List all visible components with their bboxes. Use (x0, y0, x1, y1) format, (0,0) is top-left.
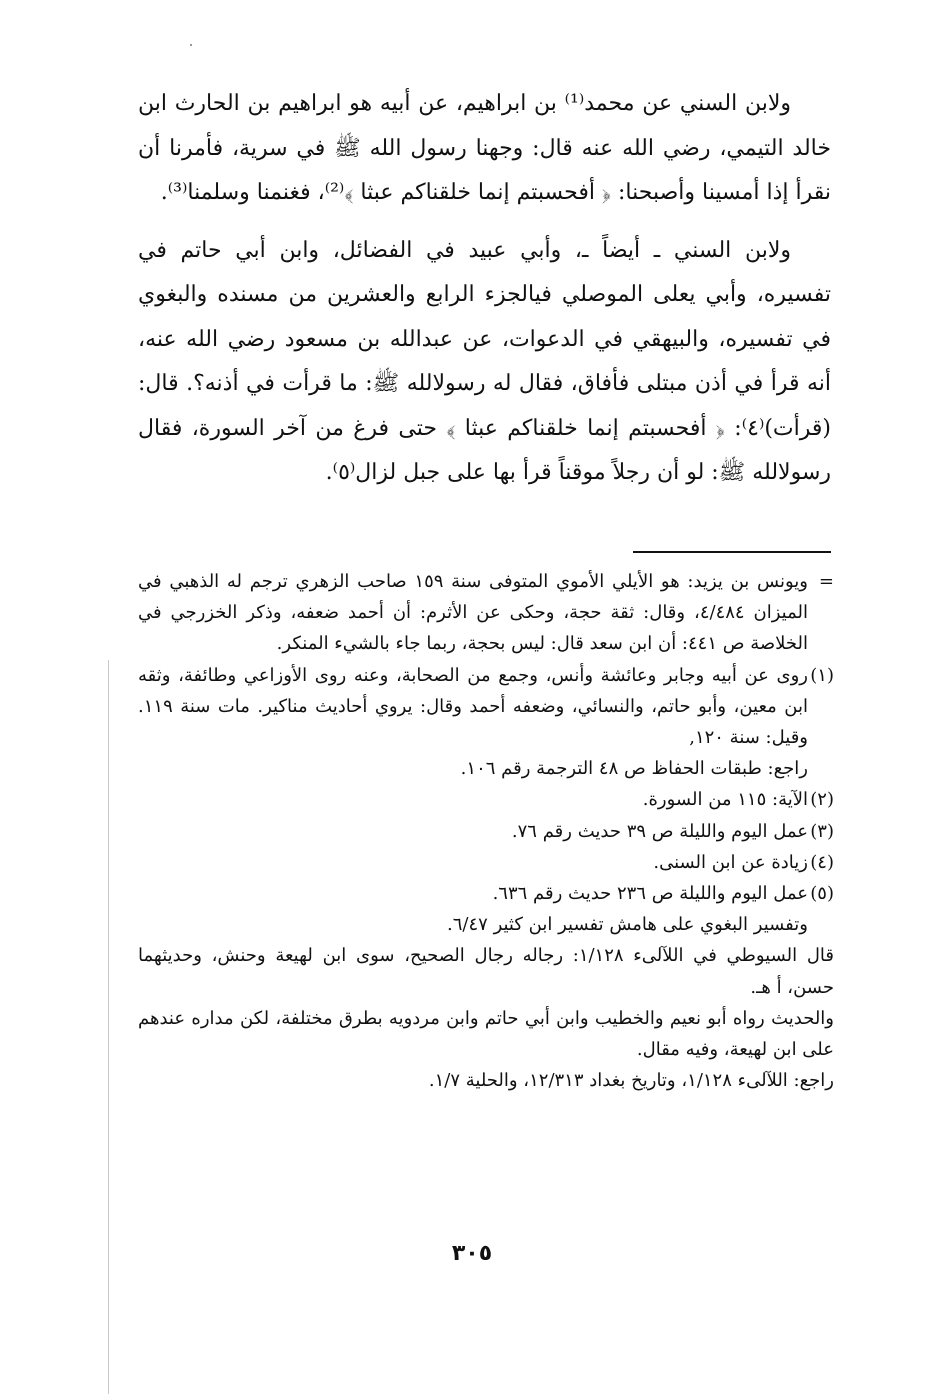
footnote-1-reference (138, 753, 834, 784)
footnote-3-mark: (٣) (810, 820, 834, 842)
footnote-4-text: زيادة عن ابن السنى. (653, 851, 808, 873)
continuation-mark: = (818, 571, 834, 592)
footnote-continuation-text: ويونس بن يزيد: هو الأيلي الأموي المتوفى سنة ١٥٩ صاحب الزهري ترجم له الذهبي في الميزان ٤/٤٨٤، وقال: ثقة حجة، وحكى عن الأثرم: أن أحمد ضعفه، وذكر الخزرجي في الخلاصة ص ٤٤١: أن ابن سعد قال: ليس بحجة، ربما جاء بالشيء المنكر. (138, 571, 808, 655)
footnote-5-d-text: راجع: اللآلىء ١/١٢٨، وتاريخ بغداد ١٢/٣١٣، والحلية ١/٧. (428, 1070, 834, 1092)
scan-gutter-line (108, 660, 109, 1394)
footnote-2-text: الآية: ١١٥ من السورة. (642, 789, 808, 811)
footnote-4-mark: (٤) (810, 851, 834, 873)
footnote-5-line-c (138, 1003, 834, 1065)
footnote-5-a-text: وتفسير البغوي على هامش تفسير ابن كثير ٦/٤٧. (447, 914, 808, 936)
footnote-5-line-a (138, 909, 834, 940)
footnote-5-line-d (138, 1065, 834, 1096)
footnote-5-b-text: قال السيوطي في اللآلىء ١/١٢٨: رجاله رجال الصحيح، سوى ابن لهيعة وحنش، وحديثهما حسن، أ هـ. (138, 945, 834, 998)
footnote-1-text: روى عن أبيه وجابر وعائشة وأنس، وجمع من الصحابة، وعنه روى الأوزاعي وطائفة، وثقه ابن معين، وأبو حاتم، والنسائي، وضعفه أحمد وقال: يروي أحاديث مناكير. مات سنة ١١٩. وقيل: سنة ١٢٠, (138, 664, 809, 749)
footnote-3 (138, 816, 834, 847)
main-paragraph-1: ولابن السني عن محمد⁽¹⁾ بن ابراهيم، عن أبيه هو ابراهيم بن الحارث ابن خالد التيمي، رضي الله عنه قال: وجهنا رسول الله ﷺ في سرية، فأمرنا أن نقرأ إذا أمسينا وأصبحنا: ﴿ أفحسبتم إنما خلقناكم عبثا ﴾⁽²⁾، فغنمنا وسلمنا⁽³⁾. (138, 91, 831, 205)
footnote-1-reference-text: راجع: طبقات الحفاظ ص ٤٨ الترجمة رقم ١٠٦. (460, 758, 808, 780)
footnote-3-text: عمل اليوم والليلة ص ٣٩ حديث رقم ٧٦. (511, 820, 808, 842)
page-speck (190, 44, 192, 46)
footnote-1-mark: (١) (810, 664, 834, 686)
footnote-1 (138, 660, 834, 754)
footnote-5-c-text: والحديث رواه أبو نعيم والخطيب وابن أبي حاتم وابن مردويه بطرق مختلفة، لكن مداره عندهم على ابن لهيعة، وفيه مقال. (138, 1007, 834, 1061)
footnote-continuation (138, 566, 834, 660)
main-text-block (138, 82, 831, 509)
footnote-5-mark: (٥) (810, 883, 834, 905)
footnote-2 (138, 784, 834, 815)
footnote-separator (633, 551, 831, 553)
footnote-4 (138, 847, 834, 878)
main-paragraph-2: ولابن السني ـ أيضاً ـ، وأبي عبيد في الفضائل، وابن أبي حاتم في تفسيره، وأبي يعلى الموصلي فيالجزء الرابع والعشرين من مسنده والبغوي في تفسيره، والبيهقي في الدعوات، عن عبدالله بن مسعود رضي الله عنه، أنه قرأ في أذن مبتلى فأفاق، فقال له رسولالله ﷺ: ما قرأت في أذنه؟. قال: (قرأت)⁽٤⁾: ﴿ أفحسبتم إنما خلقناكم عبثا ﴾ حتى فرغ من آخر السورة، فقال رسولالله ﷺ: لو أن رجلاً موقناً قرأ بها على جبل لزال⁽٥⁾. (138, 237, 831, 485)
footnotes-block (138, 566, 834, 1096)
footnote-5 (138, 878, 834, 909)
footnote-5-line-b (138, 940, 834, 1002)
footnote-5-text: عمل اليوم والليلة ص ٢٣٦ حديث رقم ٦٣٦. (492, 883, 808, 905)
page-number: ٣٠٥ (451, 1241, 493, 1266)
footnote-2-mark: (٢) (810, 789, 834, 811)
